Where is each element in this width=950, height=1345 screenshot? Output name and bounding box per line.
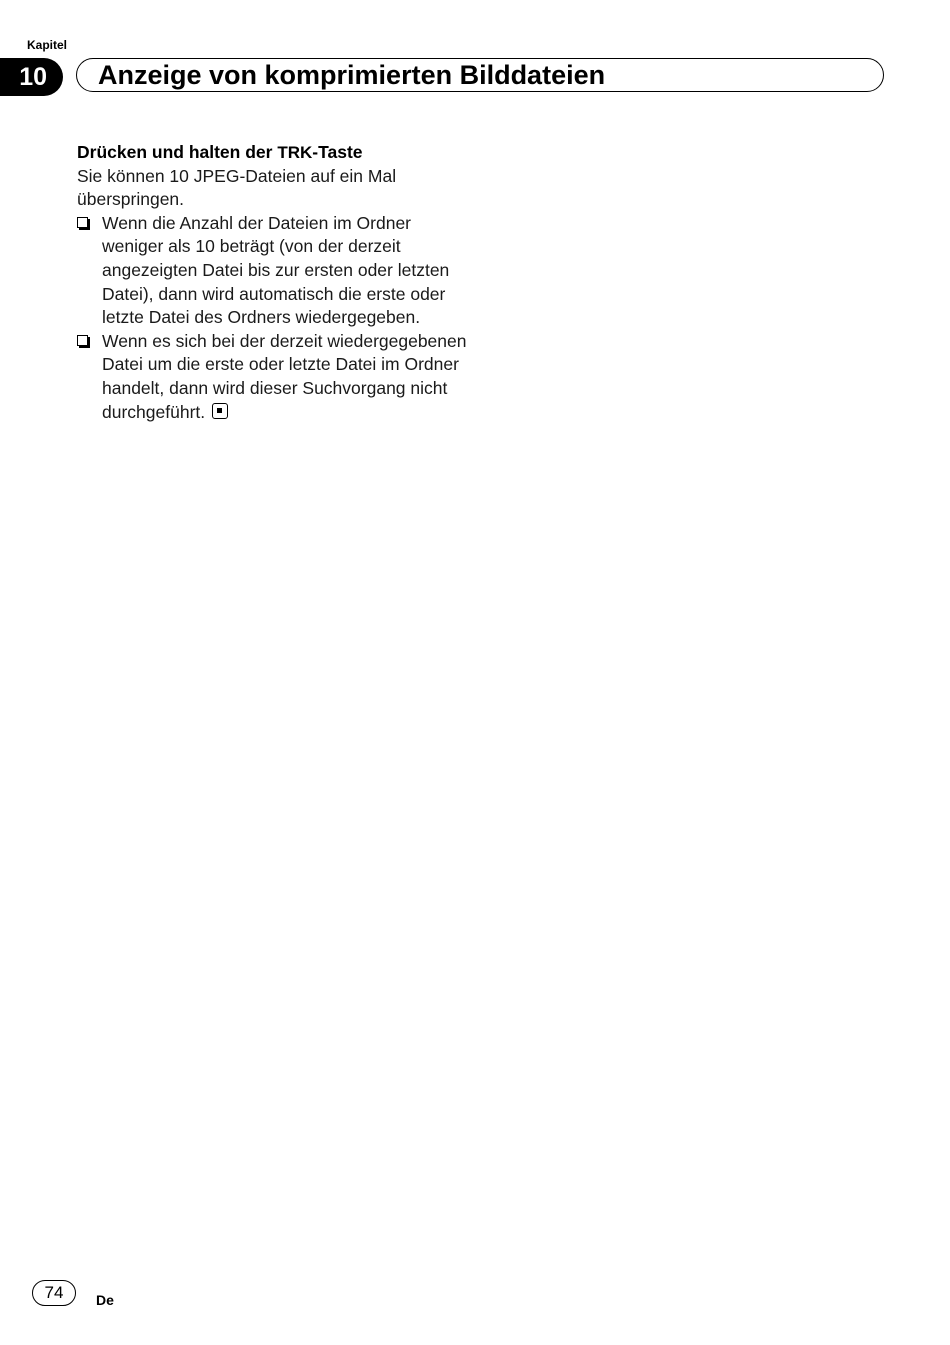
note-item [77,330,477,424]
page-number: 74 [32,1280,76,1306]
note-checkbox-icon [77,217,88,228]
note-text: Wenn die Anzahl der Dateien im Ordner weniger als 10 beträgt (von der derzeit angezeigten Datei bis zur ersten oder letzten Datei), dann wird automatisch die erste oder letzte Datei des Ordners wiedergegeben. [102,212,450,328]
chapter-label: Kapitel [27,38,68,52]
note-text: Wenn es sich bei der derzeit wiedergegebenen Datei um die erste oder letzte Datei im Ordner handelt, dann wird dieser Suchvorgang nicht durchgeführt. [102,330,467,422]
section-heading-prefix: Drücken und halten der [77,142,278,162]
section-heading-suffix: -Taste [312,142,363,162]
end-of-section-icon [212,403,228,419]
page-title: Anzeige von komprimierten Bilddateien [98,60,606,90]
note-item [77,212,477,330]
language-code: De [96,1292,114,1308]
section-heading [77,141,477,165]
trk-key-label: TRK [277,143,313,162]
section-body: Sie können 10 JPEG-Dateien auf ein Mal überspringen. [77,165,397,210]
main-content [77,141,477,424]
chapter-number-tab [0,58,63,96]
note-checkbox-icon [77,335,88,346]
chapter-number: 10 [19,62,47,91]
